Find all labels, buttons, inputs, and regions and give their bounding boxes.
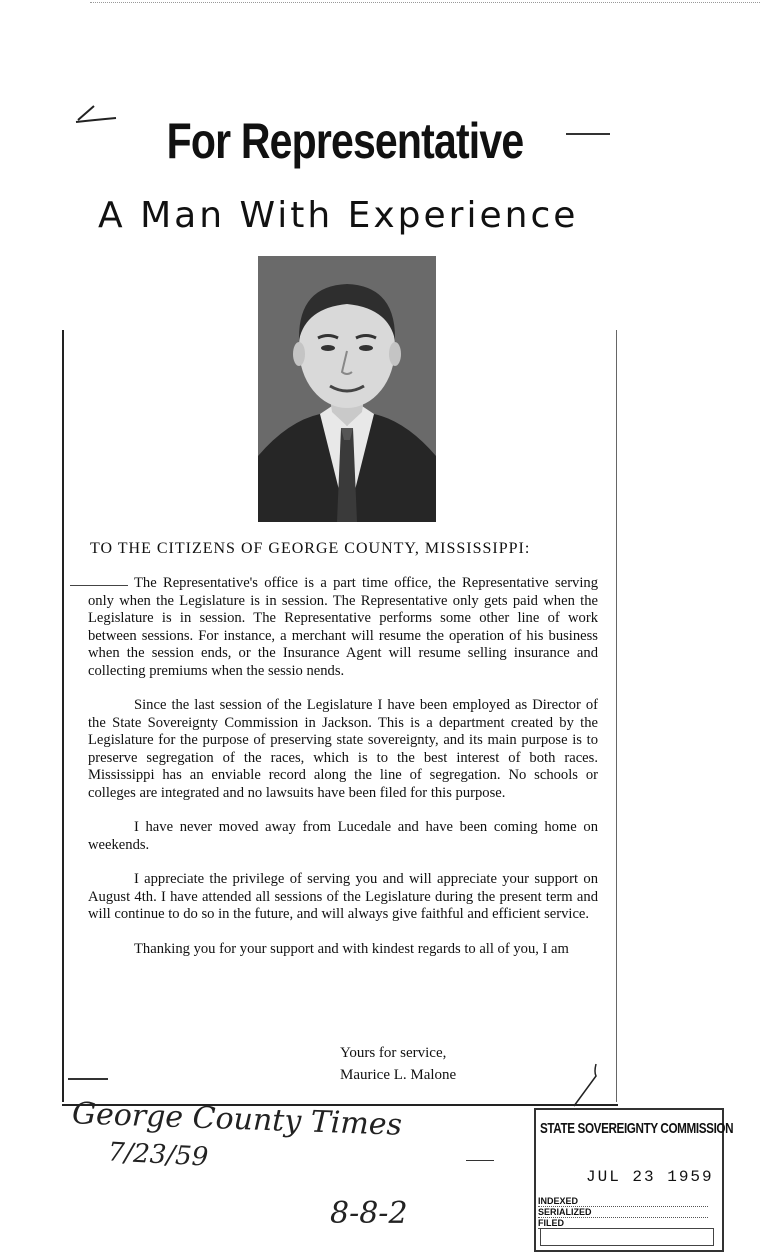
headline: For Representative xyxy=(166,113,524,169)
handwritten-newspaper: George County Times xyxy=(71,1096,403,1143)
signature-name: Maurice L. Malone xyxy=(340,1067,457,1083)
stamp-field-filed: FILED xyxy=(538,1218,708,1229)
stamp-fields xyxy=(538,1196,708,1229)
paragraph-commission: Since the last session of the Legislature I have been employed as Director of the State Sovereignty Commission in Jackson. This is a department created by the Legislature for the purpose of preserving state sovereignty, and its main purpose is to preserve segregation of the races, which is to the best interest of both races. Mississippi has an enviable record along the line of segregation. No schools or colleges are integrated and no lawsuits have been filed for this purpose. xyxy=(88,697,598,801)
closing-block xyxy=(340,1042,600,1086)
letter-body xyxy=(88,575,598,975)
slash-mark xyxy=(566,1062,602,1108)
corner-tick xyxy=(68,1078,108,1080)
subheadline: A Man With Experience xyxy=(98,195,579,236)
stamp-box xyxy=(540,1228,714,1246)
salutation: TO THE CITIZENS OF GEORGE COUNTY, MISSISSIPPI: xyxy=(90,540,531,557)
stamp-title: STATE SOVEREIGNTY COMMISSION xyxy=(540,1120,734,1137)
paragraph-support: I appreciate the privilege of serving you and will appreciate your support on August 4th. I have attended all sessions of the Legislature during the present term and will continue to do so in the future, and will always give faithful and efficient service. xyxy=(88,871,598,922)
commission-stamp xyxy=(534,1108,734,1252)
handwritten-date: 7/23/59 xyxy=(107,1137,209,1173)
paragraph-office: The Representative's office is a part time office, the Representative serving only when the Legislature is in session. The Representative only gets paid when the Legislature is in session. The Representative performs some other line of work between sessions. For instance, a merchant will resume the operation of his business when the session ends, or the Insurance Agent will resume selling insurance and collecting premiums when the sessio nends. xyxy=(88,575,598,679)
paragraph-thanks: Thanking you for your support and with kindest regards to all of you, I am xyxy=(134,940,569,957)
top-edge-dots xyxy=(90,2,760,5)
handwritten-file-number: 8-8-2 xyxy=(330,1196,408,1231)
dash-mark-bottom xyxy=(466,1160,494,1161)
stamp-date: JUL 23 1959 xyxy=(586,1168,714,1186)
paragraph-residence: I have never moved away from Lucedale and have been coming home on weekends. xyxy=(88,819,598,853)
valediction: Yours for service, xyxy=(340,1045,447,1061)
stamp-field-serialized: SERIALIZED xyxy=(538,1207,708,1218)
stamp-field-indexed: INDEXED xyxy=(538,1196,708,1207)
